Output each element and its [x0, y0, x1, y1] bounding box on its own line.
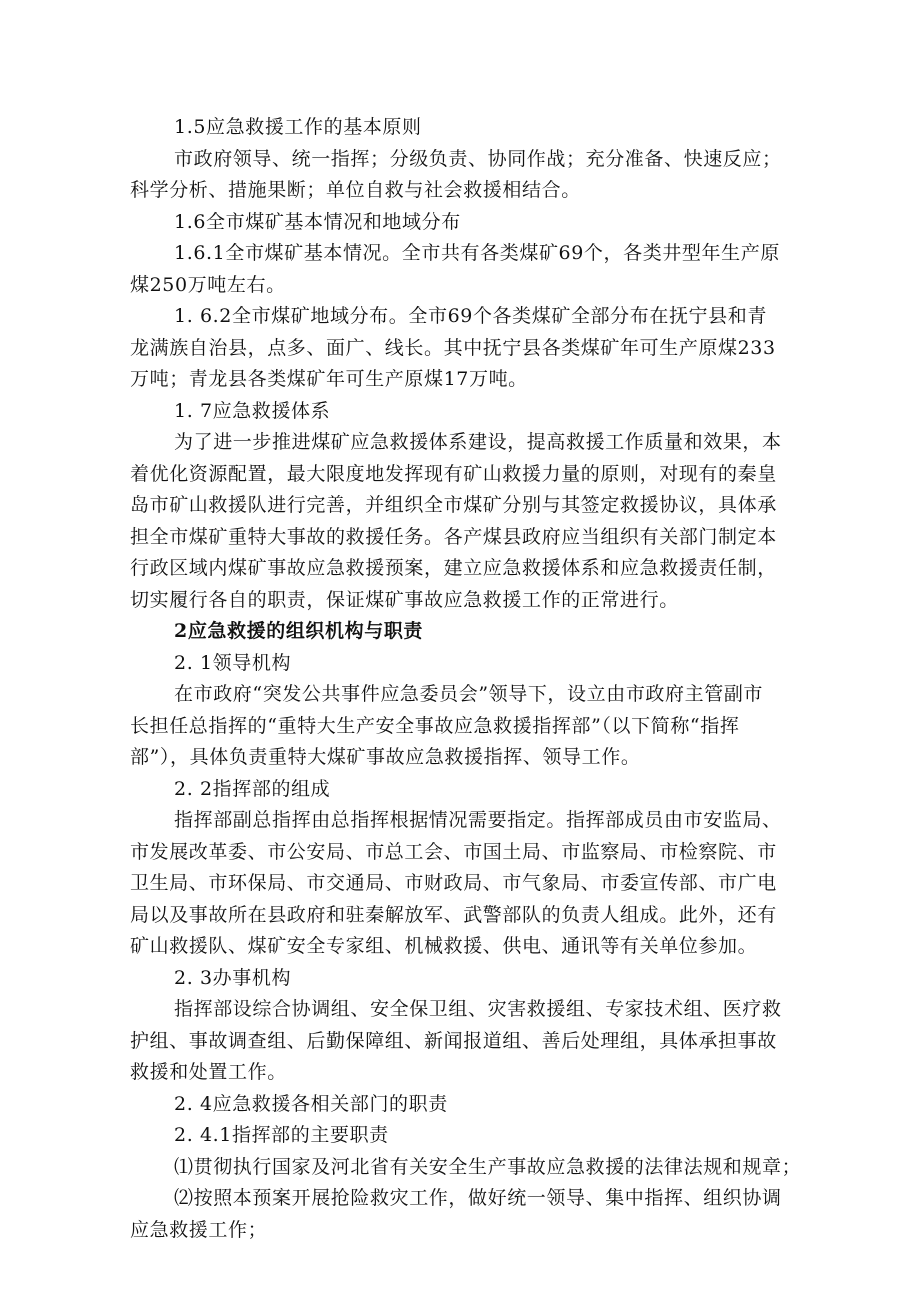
text-line: 市发展改革委、市公安局、市总工会、市国土局、市监察局、市检察院、市: [130, 840, 777, 863]
text-line: 2. 4应急救援各相关部门的职责: [174, 1092, 448, 1115]
text-line: 科学分析、措施果断；单位自救与社会救援相结合。: [130, 179, 581, 201]
text-line: 1. 7应急救援体系: [174, 399, 331, 422]
text-line: 岛市矿山救援队进行完善，并组织全市煤矿分别与其签定救援协议，具体承: [130, 494, 777, 516]
text-line: 煤250万吨左右。: [130, 273, 286, 296]
text-line: 为了进一步推进煤矿应急救援体系建设，提高救援工作质量和效果，本: [174, 431, 782, 453]
text-line: 着优化资源配置，最大限度地发挥现有矿山救援力量的原则，对现有的秦皇: [130, 462, 777, 485]
text-line: 矿山救援队、煤矿安全专家组、机械救援、供电、通讯等有关单位参加。: [130, 935, 758, 957]
text-line: 部”），具体负责重特大煤矿事故应急救援指挥、领导工作。: [130, 746, 641, 768]
text-line: 1.5应急救援工作的基本原则: [174, 116, 422, 138]
text-line: 担全市煤矿重特大事故的救援任务。各产煤县政府应当组织有关部门制定本: [130, 525, 777, 548]
text-line: 1.6全市煤矿基本情况和地域分布: [174, 210, 461, 233]
text-line: 切实履行各自的职责，保证煤矿事故应急救援工作的正常进行。: [130, 588, 679, 611]
text-line: 万吨；青龙县各类煤矿年可生产原煤17万吨。: [130, 368, 528, 390]
text-line: 1. 6.2全市煤矿地域分布。全市69个各类煤矿全部分布在抚宁县和青: [174, 305, 767, 327]
text-line: 指挥部副总指挥由总指挥根据情况需要指定。指挥部成员由市安监局、: [174, 809, 782, 831]
text-line: 局以及事故所在县政府和驻秦解放军、武警部队的负责人组成。此外，还有: [130, 903, 777, 926]
text-line: 2. 3办事机构: [174, 966, 292, 989]
text-line: ⑴贯彻执行国家及河北省有关安全生产事故应急救援的法律法规和规章；: [174, 1155, 802, 1178]
text-line: 护组、事故调查组、后勤保障组、新闻报道组、善后处理组，具体承担事故: [130, 1029, 777, 1052]
document-page: [130, 112, 802, 1246]
text-line: 指挥部设综合协调组、安全保卫组、灾害救援组、专家技术组、医疗救: [174, 998, 782, 1020]
text-line: 在市政府“突发公共事件应急委员会”领导下，设立由市政府主管副市: [174, 683, 764, 705]
text-line: 2. 2指挥部的组成: [174, 777, 331, 800]
text-line: 龙满族自治县，点多、面广、线长。其中抚宁县各类煤矿年可生产原煤233: [130, 336, 776, 359]
text-line: 市政府领导、统一指挥；分级负责、协同作战；充分准备、快速反应；: [174, 147, 782, 170]
text-line: 2. 1领导机构: [174, 651, 292, 674]
text-line: ⑵按照本预案开展抢险救灾工作，做好统一领导、集中指挥、组织协调: [174, 1187, 782, 1209]
text-line: 2. 4.1指挥部的主要职责: [174, 1124, 389, 1146]
text-line: 1.6.1全市煤矿基本情况。全市共有各类煤矿69个，各类井型年生产原: [174, 242, 780, 264]
text-line: 长担任总指挥的“重特大生产安全事故应急救援指挥部”（以下简称“指挥: [130, 714, 740, 737]
text-line: 应急救援工作；: [130, 1218, 268, 1241]
text-line: 救援和处置工作。: [130, 1061, 287, 1083]
text-line: 卫生局、市环保局、市交通局、市财政局、市气象局、市委宣传部、市广电: [130, 872, 777, 894]
section-heading-line: 2应急救援的组织机构与职责: [174, 620, 424, 642]
text-line: 行政区域内煤矿事故应急救援预案，建立应急救援体系和应急救援责任制，: [130, 557, 777, 579]
